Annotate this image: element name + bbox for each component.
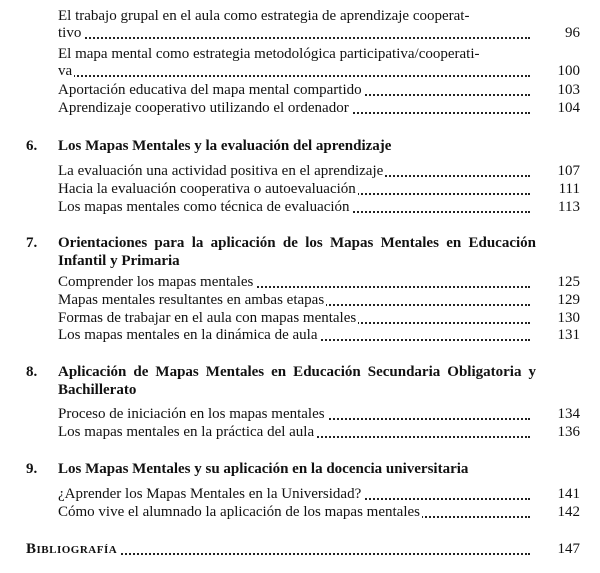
toc-entry[interactable] <box>58 163 580 180</box>
section-number: 8. <box>26 364 38 380</box>
section-title: Aplicación de Mapas Mentales en Educación Secundaria Obligatoria y Bachillerato <box>58 364 536 398</box>
toc-entry[interactable] <box>58 274 580 291</box>
toc-page-number: 113 <box>540 199 580 216</box>
toc-entry[interactable] <box>58 181 580 198</box>
section-heading-8[interactable] <box>26 363 536 399</box>
toc-entry[interactable] <box>58 292 580 309</box>
toc-entry-text: Los mapas mentales en la práctica del aula <box>58 424 315 440</box>
toc-page-number: 134 <box>540 406 580 423</box>
section-title: Orientaciones para la aplicación de los Mapas Mentales en Educación Infantil y Primaria <box>58 235 536 269</box>
toc-entry[interactable] <box>58 486 580 503</box>
toc-entry-text: Los mapas mentales en la dinámica de aula <box>58 327 318 343</box>
toc-entry-bibliography[interactable] <box>26 541 580 558</box>
toc-entry[interactable] <box>58 8 580 42</box>
toc-entry-text: Hacia la evaluación cooperativa o autoevaluación <box>58 181 356 197</box>
toc-entry[interactable] <box>58 327 580 344</box>
toc-entry-text: La evaluación una actividad positiva en el aprendizaje <box>58 163 384 179</box>
section-heading-7[interactable] <box>26 234 536 270</box>
toc-entry-text: Aprendizaje cooperativo utilizando el ordenador <box>58 100 349 116</box>
toc-entry-text: Proceso de iniciación en los mapas mentales <box>58 406 325 422</box>
dot-leader <box>58 75 530 77</box>
toc-page-number: 111 <box>540 181 580 198</box>
toc-page-number: 125 <box>540 274 580 291</box>
toc-entry-text: Aportación educativa del mapa mental compartido <box>58 82 362 98</box>
toc-entry[interactable] <box>58 100 580 117</box>
dot-leader <box>58 37 530 39</box>
toc-page-number: 129 <box>540 292 580 309</box>
toc-page-number: 103 <box>540 82 580 99</box>
toc-page-number: 100 <box>540 63 580 80</box>
toc-entry[interactable] <box>58 406 580 423</box>
toc-entry[interactable] <box>58 504 580 521</box>
section-number: 6. <box>26 138 38 154</box>
toc-entry[interactable] <box>58 46 580 80</box>
toc-page-number: 142 <box>540 504 580 521</box>
bibliography-label: Bibliografía <box>26 541 118 557</box>
toc-entry[interactable] <box>58 82 580 99</box>
toc-entry[interactable] <box>58 199 580 216</box>
toc-page-number: 130 <box>540 310 580 327</box>
toc-page-number: 136 <box>540 424 580 441</box>
toc-entry-text: tivo <box>58 25 82 41</box>
toc-entry-text: Mapas mentales resultantes en ambas etapas <box>58 292 325 308</box>
toc-entry-text: Cómo vive el alumnado la aplicación de los mapas mentales <box>58 504 420 520</box>
toc-page-number: 141 <box>540 486 580 503</box>
toc-entry-text: El trabajo grupal en el aula como estrategia de aprendizaje cooperat- <box>58 8 470 24</box>
section-title: Los Mapas Mentales y la evaluación del aprendizaje <box>58 138 392 154</box>
section-heading-6[interactable] <box>26 137 536 155</box>
section-title: Los Mapas Mentales y su aplicación en la docencia universitaria <box>58 461 469 477</box>
toc-page-number: 147 <box>540 541 580 558</box>
toc-entry-text: ¿Aprender los Mapas Mentales en la Universidad? <box>58 486 362 502</box>
toc-entry-text: El mapa mental como estrategia metodológica participativa/cooperati- <box>58 46 480 62</box>
toc-entry-text: Comprender los mapas mentales <box>58 274 254 290</box>
toc-page-number: 96 <box>540 25 580 42</box>
toc-entry-text: Los mapas mentales como técnica de evaluación <box>58 199 350 215</box>
section-number: 7. <box>26 235 38 251</box>
toc-page-number: 104 <box>540 100 580 117</box>
section-number: 9. <box>26 461 38 477</box>
toc-entry[interactable] <box>58 310 580 327</box>
toc-entry-text: va <box>58 63 73 79</box>
section-heading-9[interactable] <box>26 460 536 478</box>
toc-page-number: 131 <box>540 327 580 344</box>
toc-page-number: 107 <box>540 163 580 180</box>
toc-entry-text: Formas de trabajar en el aula con mapas mentales <box>58 310 357 326</box>
toc-entry[interactable] <box>58 424 580 441</box>
